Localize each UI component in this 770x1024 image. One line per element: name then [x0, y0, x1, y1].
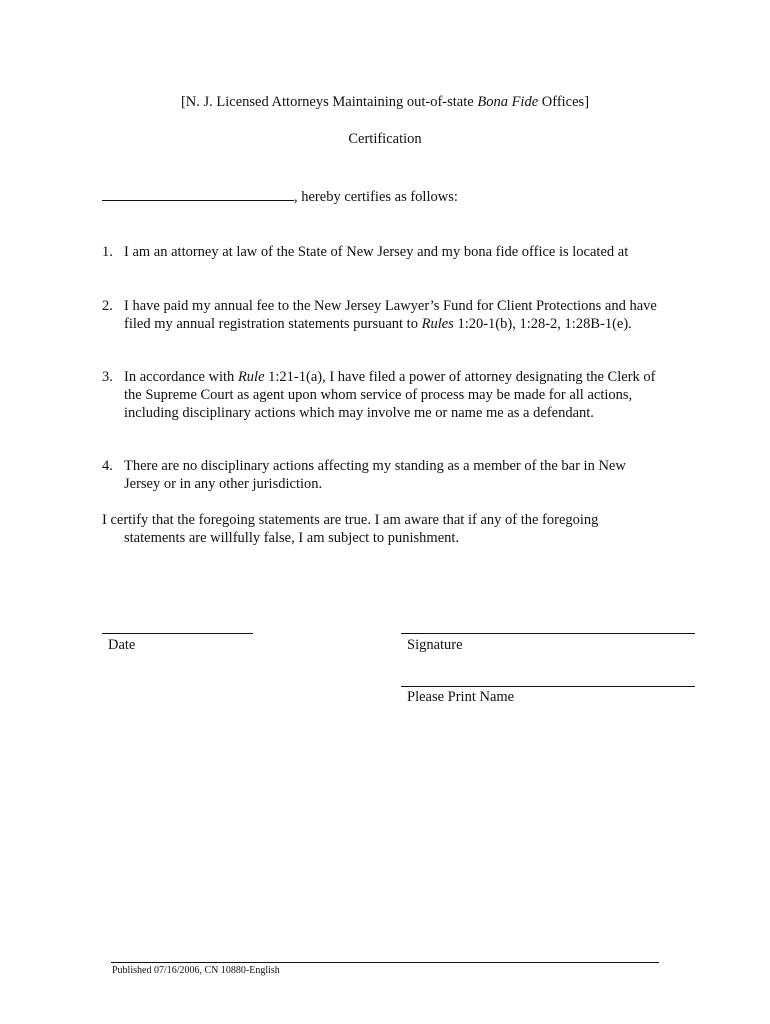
item-number: 3.: [102, 369, 113, 385]
list-item-4: [102, 457, 662, 493]
certify-statement: [102, 184, 458, 206]
title-text-italic: Bona Fide: [477, 94, 539, 110]
title-text-end: Offices]: [538, 94, 590, 110]
title-text-start: [N. J. Licensed Attorneys Maintaining out-of-state: [180, 94, 478, 110]
certify-suffix: , hereby certifies as follows:: [294, 189, 458, 205]
item-text: There are no disciplinary actions affecting my standing as a member of the bar in New Jersey or in any other jurisdiction.: [124, 458, 626, 492]
print-name-label: Please Print Name: [407, 689, 515, 705]
footer-divider: [111, 962, 659, 963]
document-subtitle: Certification: [348, 131, 422, 147]
list-item-2: [102, 297, 662, 333]
print-name-field[interactable]: [401, 686, 695, 687]
item-text: In accordance with Rule 1:21-1(a), I have filed a power of attorney designating the Clerk of the Supreme Court as agent upon whom service of process may be made for all actions, including disciplinary actions which may involve me or name me as a defendant.: [124, 369, 656, 421]
item-text: I have paid my annual fee to the New Jersey Lawyer’s Fund for Client Protections and have filed my annual registration statements pursuant to Rules 1:20-1(b), 1:28-2, 1:28B-1(e).: [124, 298, 657, 332]
signature-label: Signature: [407, 637, 463, 653]
item-number: 4.: [102, 458, 113, 474]
item-text: I am an attorney at law of the State of New Jersey and my bona fide office is located at: [124, 244, 629, 260]
attorney-name-field[interactable]: [102, 184, 294, 201]
closing-line-1: I certify that the foregoing statements are true. I am aware that if any of the foregoing: [102, 512, 599, 528]
date-field[interactable]: [102, 633, 253, 634]
list-item-1: [102, 243, 702, 261]
signature-field[interactable]: [401, 633, 695, 634]
document-title: [0, 93, 770, 111]
item-number: 1.: [102, 244, 113, 260]
closing-line-2: statements are willfully false, I am subject to punishment.: [124, 530, 460, 546]
footer-text: Published 07/16/2006, CN 10880-English: [112, 965, 280, 976]
date-label: Date: [108, 637, 136, 653]
list-item-3: [102, 368, 662, 422]
item-number: 2.: [102, 298, 113, 314]
